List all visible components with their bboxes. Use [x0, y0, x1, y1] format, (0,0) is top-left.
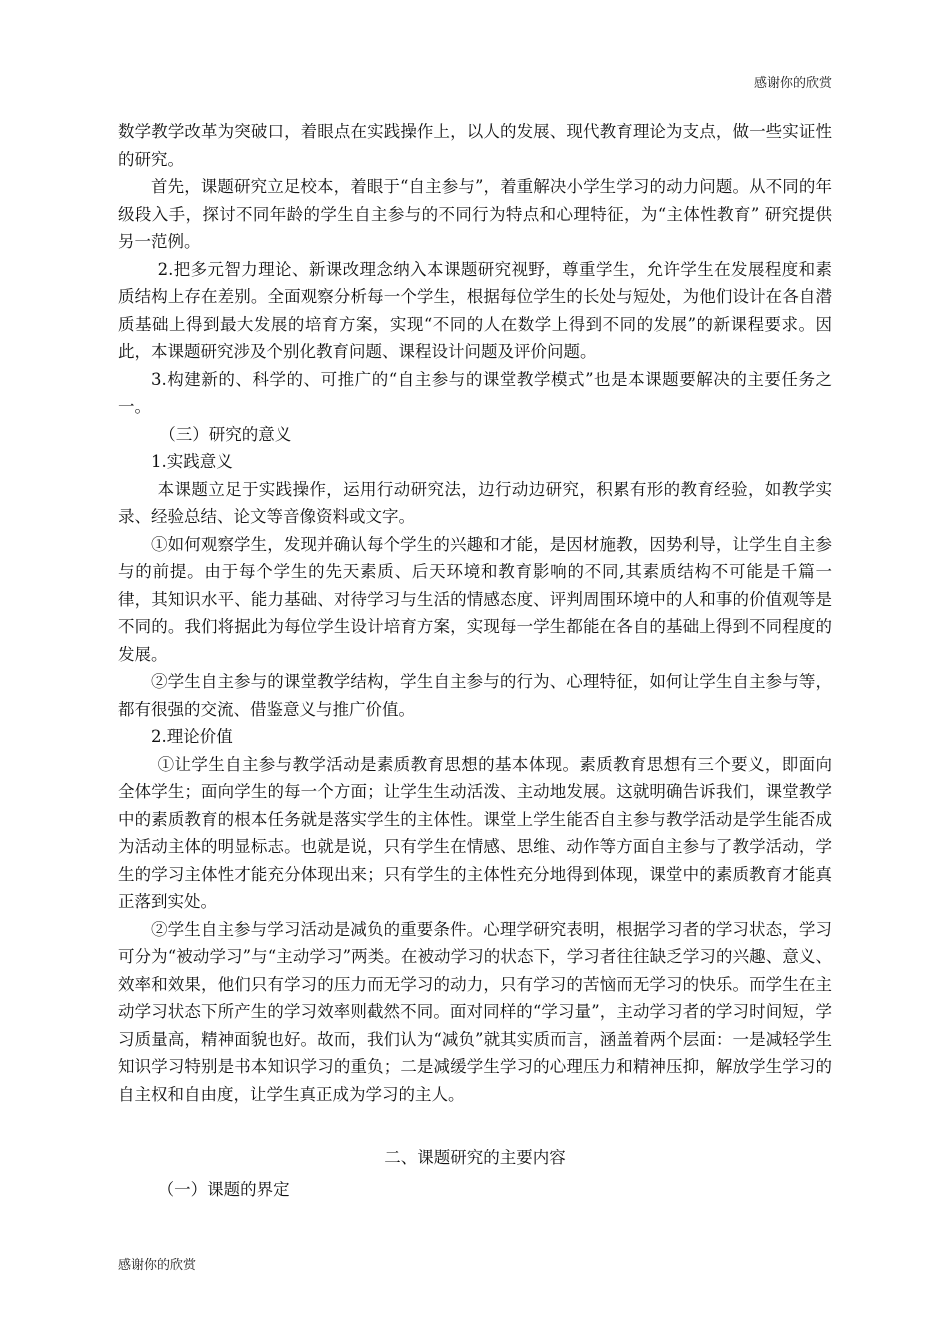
document-body: [118, 118, 832, 1203]
paragraph: 首先，课题研究立足校本，着眼于“自主参与”，着重解决小学生学习的动力问题。从不同的年级段入手，探讨不同年龄的学生自主参与的不同行为特点和心理特征，为“主体性教育” 研究提供另一范例。: [118, 177, 832, 251]
subheading-practice: 1.实践意义: [151, 452, 233, 471]
paragraph: ①让学生自主参与教学活动是素质教育思想的基本体现。素质教育思想有三个要义，即面向全体学生；面向学生的每一个方面；让学生生动活泼、主动地发展。这就明确告诉我们，课堂教学中的素质教育的根本任务就是落实学生的主体性。课堂上学生能否自主参与教学活动是学生能否成为活动主体的明显标志。也就是说，只有学生在情感、思维、动作等方面自主参与了教学活动，学生的学习主体性才能充分体现出来；只有学生的主体性充分地得到体现，课堂中的素质教育才能真正落到实处。: [118, 754, 832, 911]
section-heading: 二、课题研究的主要内容: [384, 1148, 566, 1167]
subheading-significance: （三）研究的意义: [159, 424, 292, 444]
paragraph: 本课题立足于实践操作，运用行动研究法，边行动边研究，积累有形的教育经验，如教学实录、经验总结、论文等音像资料或文字。: [118, 479, 832, 526]
page-footer: 感谢你的欣赏: [118, 1258, 197, 1273]
paragraph: 2.把多元智力理论、新课改理念纳入本课题研究视野，尊重学生，允许学生在发展程度和素质结构上存在差别。全面观察分析每一个学生，根据每位学生的长处与短处，为他们设计在各自潜质基础上得到最大发展的培育方案，实现“不同的人在数学上得到不同的发展”的新课程要求。因此，本课题研究涉及个别化教育问题、课程设计问题及评价问题。: [118, 259, 832, 361]
paragraph: 数学教学改革为突破口，着眼点在实践操作上，以人的发展、现代教育理论为支点，做一些实证性的研究。: [118, 122, 832, 169]
subheading-definition: （一）课题的界定: [157, 1179, 290, 1199]
paragraph: ②学生自主参与学习活动是减负的重要条件。心理学研究表明，根据学习者的学习状态，学习可分为“被动学习”与“主动学习”两类。在被动学习的状态下，学习者往往缺乏学习的兴趣、意义、效率和效果，他们只有学习的压力而无学习的动力，只有学习的苦恼而无学习的快乐。而学生在主动学习状态下所产生的学习效率则截然不同。面对同样的“学习量”，主动学习者的学习时间短，学习质量高，精神面貌也好。故而，我们认为“减负”就其实质而言，涵盖着两个层面：一是减轻学生知识学习特别是书本知识学习的重负；二是减缓学生学习的心理压力和精神压抑，解放学生学习的自主权和自由度，让学生真正成为学习的主人。: [118, 919, 832, 1104]
page-header: 感谢你的欣赏: [753, 76, 832, 91]
paragraph: ①如何观察学生，发现并确认每个学生的兴趣和才能，是因材施教，因势利导，让学生自主参与的前提。由于每个学生的先天素质、后天环境和教育影响的不同,其素质结构不可能是千篇一律，其知识水平、能力基础、对待学习与生活的情感态度、评判周围环境中的人和事的价值观等是不同的。我们将据此为每位学生设计培育方案，实现每一学生都能在各自的基础上得到不同程度的发展。: [118, 534, 832, 664]
paragraph: 3.构建新的、科学的、可推广的“自主参与的课堂教学模式”也是本课题要解决的主要任务之一。: [118, 369, 832, 416]
subheading-theory: 2.理论价值: [151, 727, 233, 746]
paragraph: ②学生自主参与的课堂教学结构，学生自主参与的行为、心理特征，如何让学生自主参与等，都有很强的交流、借鉴意义与推广价值。: [118, 672, 832, 719]
